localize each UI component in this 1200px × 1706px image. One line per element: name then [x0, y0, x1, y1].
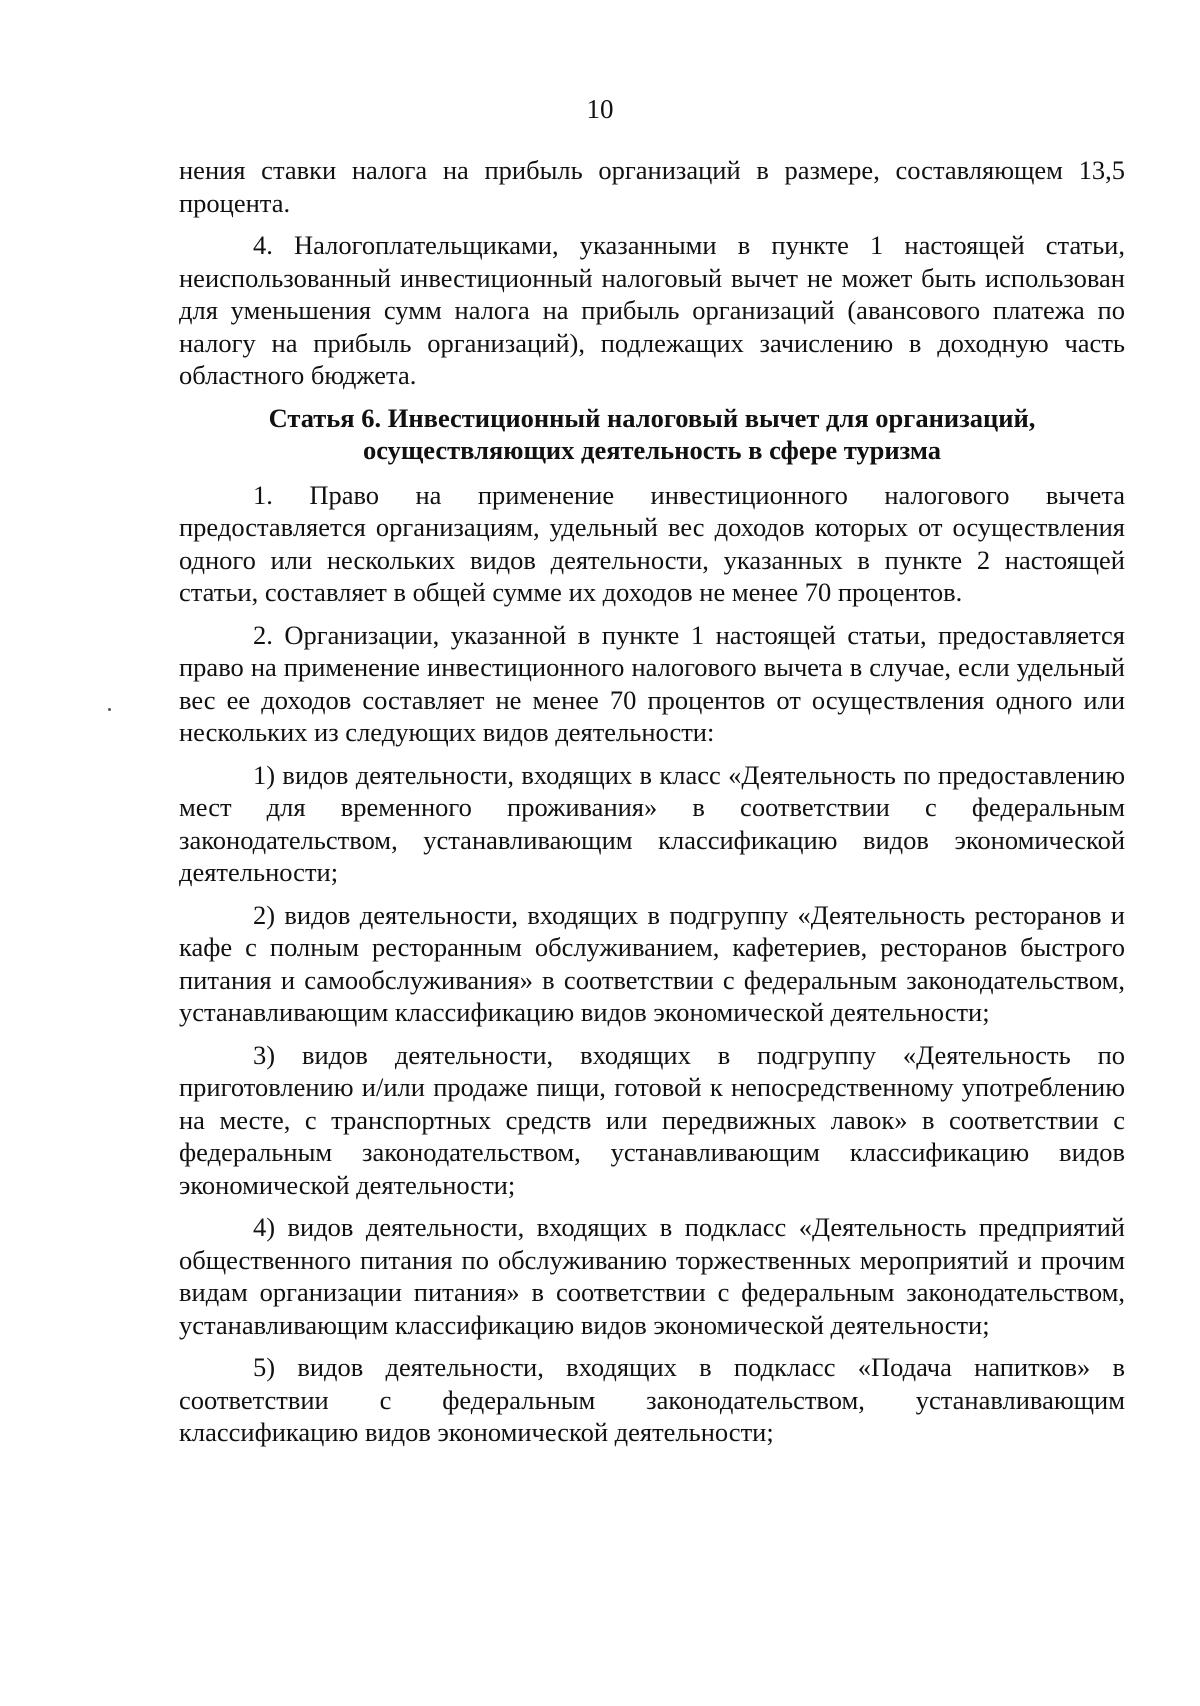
paragraph-item-1: 1. Право на применение инвестиционного налогового вычета предоставляется организациям, удельный вес доходов которых от осуществления одного или нескольких видов деятельности, указанных в пункте 2 настоящей статьи, составляет в общей сумме их доходов не менее 70 процентов.: [179, 479, 1125, 607]
scan-speck: [108, 708, 111, 711]
list-item-2: 2) видов деятельности, входящих в подгруппу «Деятельность ресторанов и кафе с полным ресторанным обслуживанием, кафетериев, ресторанов быстрого питания и самообслуживания» в соответствии с федеральным законодательством, устанавливающим классификацию видов экономической деятельности;: [179, 899, 1125, 1027]
article-6-heading: [179, 402, 1125, 467]
document-body: [179, 154, 1125, 1459]
article-heading-line-2: осуществляющих деятельность в сфере туризма: [362, 435, 942, 465]
list-item-3: 3) видов деятельности, входящих в подгруппу «Деятельность по приготовлению и/или продаже пищи, готовой к непосредственному употреблению на месте, с транспортных средств или передвижных лавок» в соответствии с федеральным законодательством, устанавливающим классификацию видов экономической деятельности;: [179, 1039, 1125, 1200]
article-heading-line-1: Статья 6. Инвестиционный налоговый вычет для организаций,: [268, 402, 1036, 433]
list-item-5: 5) видов деятельности, входящих в подкласс «Подача напитков» в соответствии с федеральным законодательством, устанавливающим классификацию видов экономической деятельности;: [179, 1352, 1125, 1447]
paragraph-continuation: нения ставки налога на прибыль организаций в размере, составляющем 13,5 процента.: [179, 155, 1125, 218]
page-number: 10: [586, 94, 614, 124]
list-item-1: 1) видов деятельности, входящих в класс «Деятельность по предоставлению мест для временного проживания» в соответствии с федеральным законодательством, устанавливающим классификацию видов экономической деятельности;: [179, 759, 1125, 887]
paragraph-item-2: 2. Организации, указанной в пункте 1 настоящей статьи, предоставляется право на применение инвестиционного налогового вычета в случае, если удельный вес ее доходов составляет не менее 70 процентов от осуществления одного или нескольких из следующих видов деятельности:: [179, 619, 1125, 747]
paragraph-item-4: 4. Налогоплательщиками, указанными в пункте 1 настоящей статьи, неиспользованный инвестиционный налоговый вычет не может быть использован для уменьшения сумм налога на прибыль организаций (авансового платежа по налогу на прибыль организаций), подлежащих зачислению в доходную часть областного бюджета.: [179, 230, 1125, 390]
list-item-4: 4) видов деятельности, входящих в подкласс «Деятельность предприятий общественного питания по обслуживанию торжественных мероприятий и прочим видам организации питания» в соответствии с федеральным законодательством, устанавливающим классификацию видов экономической деятельности;: [179, 1212, 1125, 1340]
